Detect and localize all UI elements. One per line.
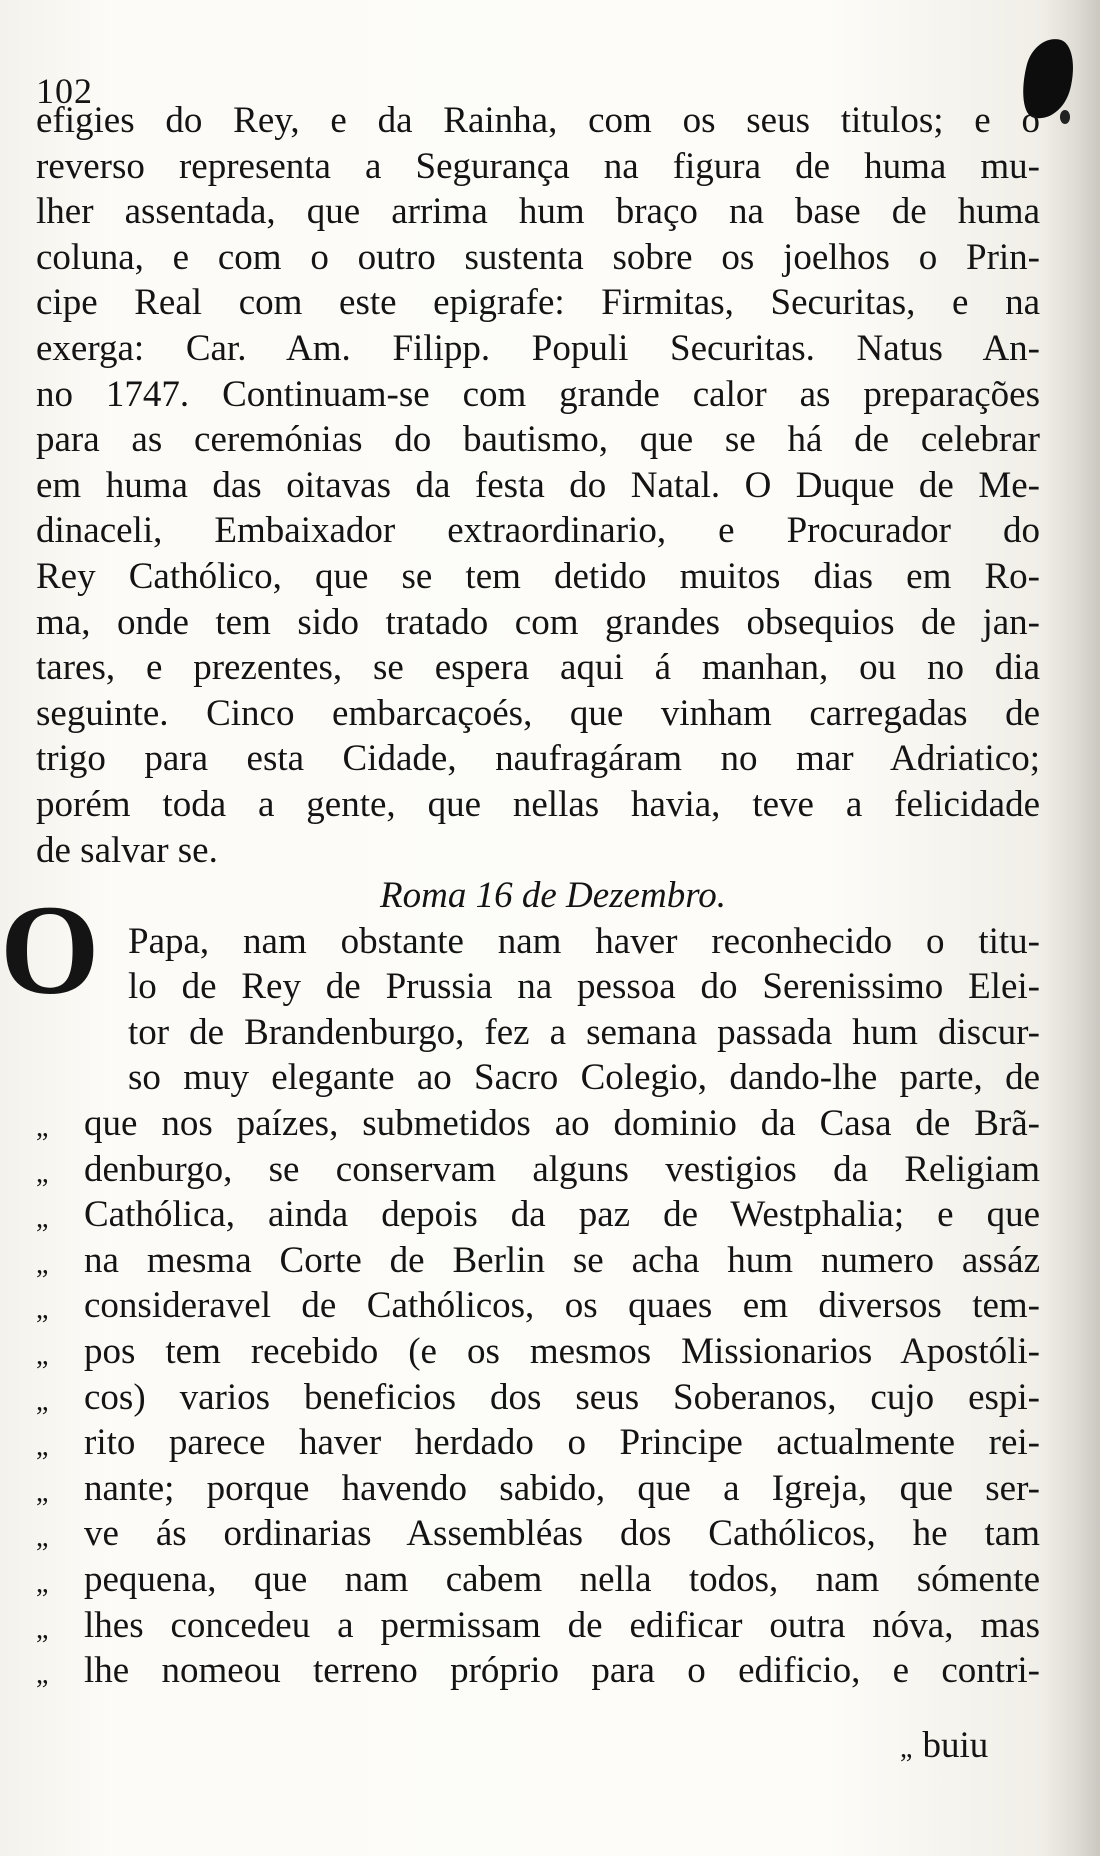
text-line: em huma das oitavas da festa do Natal. O Duque de Me- [36, 464, 1040, 506]
quote-mark: „ [36, 1522, 49, 1554]
text-line: dinaceli, Embaixador extraordinario, e Procurador do [36, 510, 1040, 552]
text-line: cipe Real com este epigrafe: Firmitas, Securitas, e na [36, 282, 1040, 324]
text-line: reverso representa a Segurança na figura de huma mu- [36, 145, 1040, 187]
quoted-line [36, 1329, 1040, 1375]
quote-mark: „ [36, 1613, 49, 1645]
text-line: porém toda a gente, que nellas havia, teve a felicidade [36, 783, 1040, 825]
quote-mark: „ [36, 1431, 49, 1463]
paragraph-2-intro [36, 919, 1040, 1101]
quote-mark: „ [36, 1203, 49, 1235]
text-line: Rey Cathólico, que se tem detido muitos dias em Ro- [36, 555, 1040, 597]
text-line: tares, e prezentes, se espera aqui á manhan, ou no dia [36, 647, 1040, 689]
quote-mark: „ [36, 1340, 49, 1372]
line-text: nante; porque havendo sabido, que a Igreja, que ser- [84, 1467, 1040, 1509]
line-text: consideravel de Cathólicos, os quaes em diversos tem- [84, 1285, 1040, 1327]
page-number: 102 [36, 71, 93, 111]
text-line: de salvar se. [36, 829, 218, 871]
text-line: exerga: Car. Am. Filipp. Populi Securitas. Natus An- [36, 327, 1040, 369]
quote-mark: „ [36, 1568, 49, 1599]
line-text: Cathólica, ainda depois da paz de Westphalia; e que [84, 1194, 1040, 1236]
quote-mark: „ [36, 1294, 49, 1326]
text-line: so muy elegante ao Sacro Colegio, dando-lhe parte, de [128, 1057, 1040, 1099]
quoted-line [36, 1420, 1040, 1466]
quote-mark: „ [36, 1112, 49, 1144]
quoted-line [36, 1466, 1040, 1512]
drop-cap: O [0, 879, 100, 1021]
quote-mark: „ [36, 1385, 49, 1417]
text-line: no 1747. Continuam-se com grande calor as preparações [36, 373, 1040, 415]
quoted-line [36, 1283, 1040, 1329]
paragraph-1 [36, 98, 1040, 873]
quoted-line [36, 1375, 1040, 1421]
quote-mark: „ [900, 1733, 913, 1764]
catchword: buiu [922, 1725, 989, 1766]
text-line: lo de Rey de Prussia na pessoa do Serenissimo Elei- [128, 966, 1040, 1008]
line-text: lhes concedeu a permissam de edificar outra nóva, mas [84, 1604, 1040, 1646]
quoted-line [36, 1238, 1040, 1284]
quote-mark: „ [36, 1659, 49, 1691]
line-text: pos tem recebido (e os mesmos Missionarios Apostóli- [84, 1331, 1040, 1373]
page-edge-shadow [1040, 0, 1100, 1856]
catchword-line [900, 1724, 988, 1767]
text-line: Papa, nam obstante nam haver reconhecido o titu- [128, 920, 1040, 962]
line-text: pequena, que nam cabem nella todos, nam sómente [84, 1559, 1040, 1600]
quoted-line [36, 1603, 1040, 1649]
text-line: trigo para esta Cidade, naufragáram no mar Adriatico; [36, 738, 1040, 780]
line-text: lhe nomeou terreno próprio para o edificio, e contri- [84, 1650, 1040, 1692]
dateline-heading: Roma 16 de Dezembro. [380, 875, 726, 917]
line-text: denburgo, se conservam alguns vestigios da Religiam [84, 1148, 1040, 1190]
text-line: seguinte. Cinco embarcaçoés, que vinham carregadas de [36, 692, 1040, 734]
quote-mark: „ [36, 1248, 49, 1280]
line-text: cos) varios beneficios dos seus Soberanos, cujo espi- [84, 1376, 1040, 1418]
text-line: lher assentada, que arrima hum braço na base de huma [36, 191, 1040, 233]
text-line: tor de Brandenburgo, fez a semana passada hum discur- [128, 1011, 1040, 1053]
line-text: rito parece haver herdado o Principe actualmente rei- [84, 1422, 1040, 1464]
quoted-line [36, 1648, 1040, 1694]
text-line: ma, onde tem sido tratado com grandes obsequios de jan- [36, 601, 1040, 643]
ink-spot [1060, 110, 1070, 124]
quoted-line [36, 1511, 1040, 1557]
text-line: para as ceremónias do bautismo, que se há de celebrar [36, 419, 1040, 461]
quoted-line [36, 1192, 1040, 1238]
paragraph-2-quoted [36, 1101, 1040, 1694]
line-text: que nos paízes, submetidos ao dominio da Casa de Brã- [84, 1103, 1040, 1145]
line-text: ve ás ordinarias Assembléas dos Cathólicos, he tam [84, 1513, 1040, 1555]
quote-mark: „ [36, 1476, 49, 1508]
line-text: na mesma Corte de Berlin se acha hum numero assáz [84, 1239, 1040, 1281]
text-line: efigies do Rey, e da Rainha, com os seus titulos; e o [36, 100, 1040, 141]
quoted-line [36, 1147, 1040, 1193]
text-line: coluna, e com o outro sustenta sobre os joelhos o Prin- [36, 236, 1040, 278]
text-block [36, 98, 1040, 1694]
quoted-line [36, 1101, 1040, 1147]
quoted-line [36, 1557, 1040, 1603]
quote-mark: „ [36, 1157, 49, 1189]
